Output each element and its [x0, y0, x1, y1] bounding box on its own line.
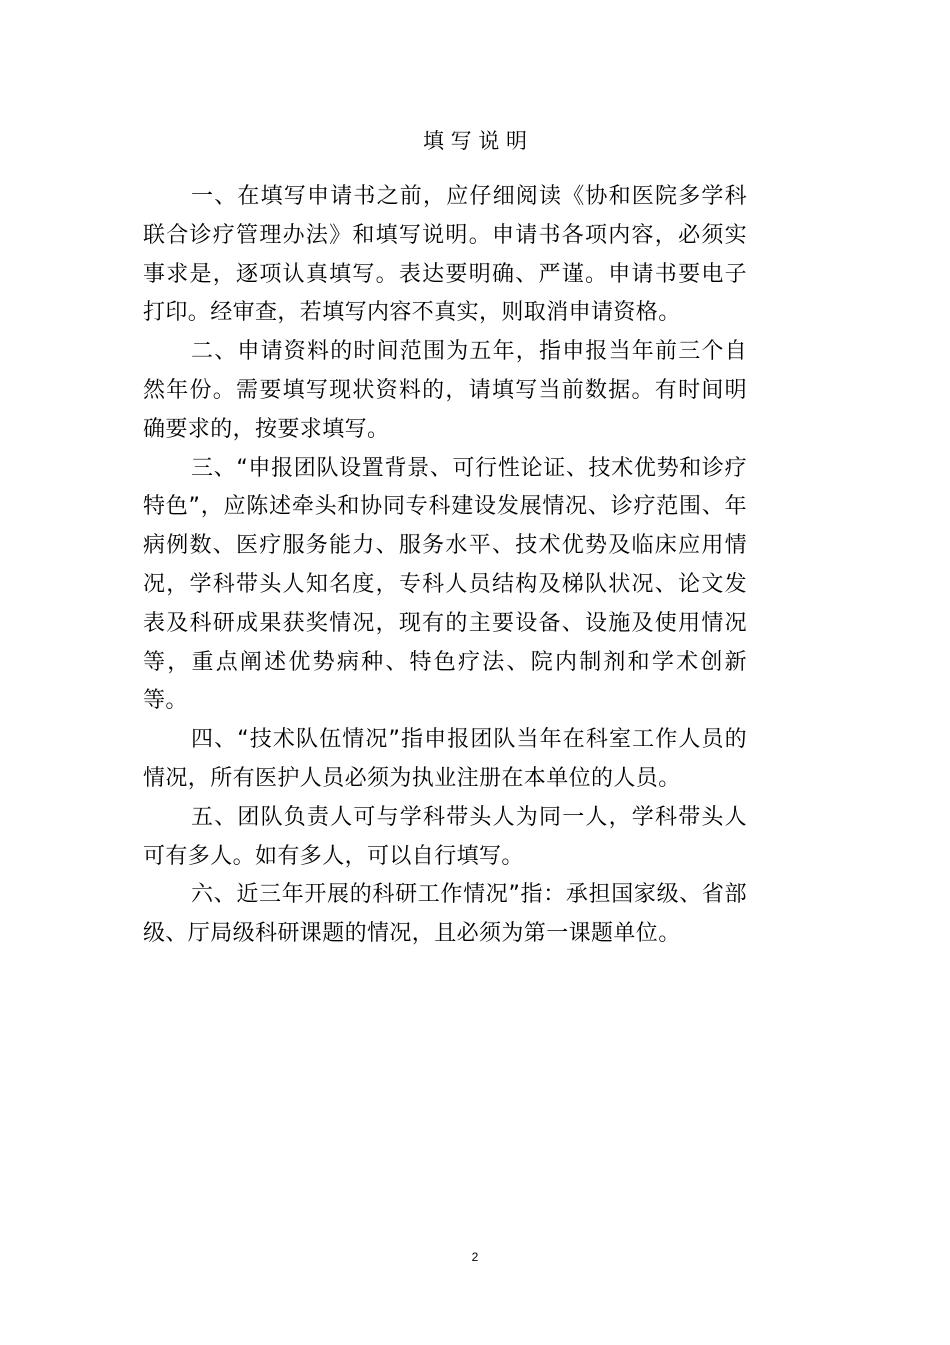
instruction-paragraph-6: 六、近三年开展的科研工作情况”指：承担国家级、省部级、厅局级科研课题的情况，且必须为第一课题单位。 — [143, 882, 747, 947]
instruction-paragraph-5: 五、团队负责人可与学科带头人为同一人，学科带头人可有多人。如有多人，可以自行填写。 — [143, 804, 747, 869]
instruction-paragraph-3: 三、“申报团队设置背景、可行性论证、技术优势和诊疗特色”，应陈述牵头和协同专科建设发展情况、诊疗范围、年病例数、医疗服务能力、服务水平、技术优势及临床应用情况，学科带头人知名度，专科人员结构及梯队状况、论文发表及科研成果获奖情况，现有的主要设备、设施及使用情况等，重点阐述优势病种、特色疗法、院内制剂和学术创新等。 — [143, 455, 747, 714]
instructions-body — [143, 178, 747, 954]
page-number: 2 — [471, 1250, 479, 1264]
page-title: 填 写 说 明 — [422, 129, 528, 153]
instruction-paragraph-2: 二、申请资料的时间范围为五年，指申报当年前三个自然年份。需要填写现状资料的，请填写当前数据。有时间明确要求的，按要求填写。 — [143, 339, 747, 442]
instruction-paragraph-1: 一、在填写申请书之前，应仔细阅读《协和医院多学科联合诊疗管理办法》和填写说明。申请书各项内容，必须实事求是，逐项认真填写。表达要明确、严谨。申请书要电子打印。经审查，若填写内容不真实，则取消申请资格。 — [143, 184, 747, 326]
instruction-paragraph-4: 四、“技术队伍情况”指申报团队当年在科室工作人员的情况，所有医护人员必须为执业注册在本单位的人员。 — [143, 727, 747, 791]
